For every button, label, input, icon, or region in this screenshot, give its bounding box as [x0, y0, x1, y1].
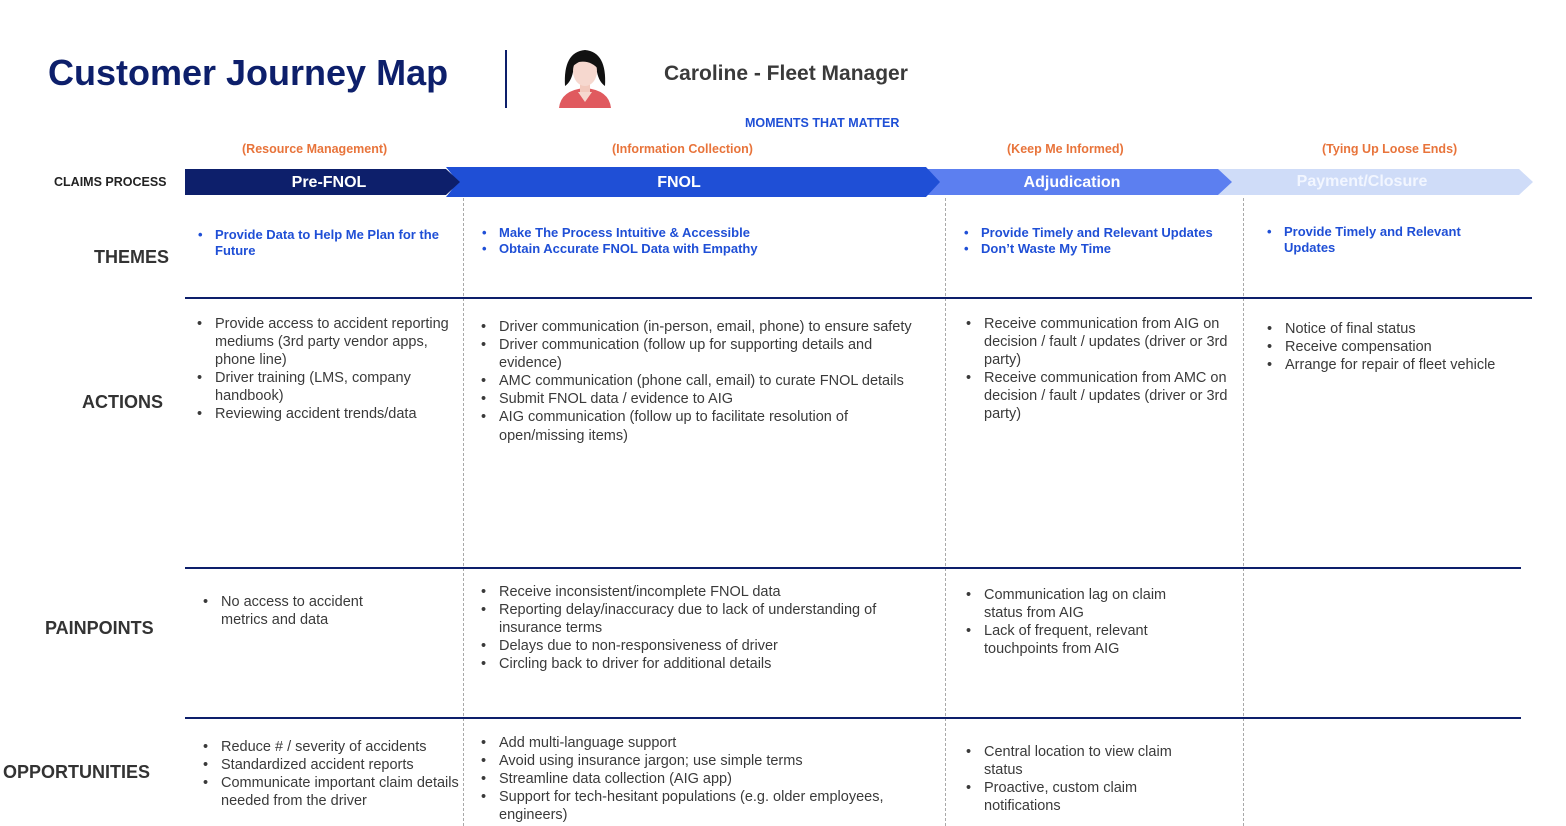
column-divider: [945, 198, 946, 826]
phase-label-adjudication: Adjudication: [1023, 174, 1121, 191]
actions-payment-list: [1260, 320, 1500, 374]
row-label-themes: THEMES: [94, 247, 170, 267]
list-item: • Reviewing accident trends/data: [190, 405, 455, 423]
list-item: • Central location to view claim status: [959, 743, 1189, 779]
themes-pre-fnol-list: [194, 227, 449, 259]
page-title: Customer Journey Map: [48, 52, 449, 93]
opportunities-adjudication-list: [959, 743, 1189, 815]
column-divider: [463, 198, 464, 826]
list-item: • Provide access to accident reporting mediums (3rd party vendor apps, phone line): [190, 315, 455, 369]
opportunities-fnol-list: [474, 734, 914, 824]
list-item: • Proactive, custom claim notifications: [959, 779, 1189, 815]
list-item: • Driver communication (follow up for supporting details and evidence): [474, 336, 914, 372]
row-divider: [185, 717, 1521, 719]
list-item: • Avoid using insurance jargon; use simple terms: [474, 752, 914, 770]
woman-avatar-icon: [555, 46, 615, 108]
list-item: • Receive communication from AIG on decision / fault / updates (driver or 3rd party): [959, 315, 1229, 369]
opportunities-pre-fnol-list: [196, 738, 476, 810]
list-item: • Delays due to non-responsiveness of driver: [474, 637, 924, 655]
moments-that-matter-label: MOMENTS THAT MATTER: [745, 116, 900, 130]
themes-adjudication-list: [960, 225, 1240, 257]
column-divider: [1243, 198, 1244, 826]
list-item: • Provide Data to Help Me Plan for the Future: [194, 227, 449, 259]
list-item: • Communication lag on claim status from AIG: [959, 586, 1189, 622]
painpoints-adjudication-list: [959, 586, 1189, 658]
phase-label-payment: Payment/Closure: [1296, 173, 1428, 190]
list-item: • Lack of frequent, relevant touchpoints from AIG: [959, 622, 1189, 658]
list-item: • Reporting delay/inaccuracy due to lack of understanding of insurance terms: [474, 601, 924, 637]
list-item: • AIG communication (follow up to facilitate resolution of open/missing items): [474, 408, 914, 444]
list-item: • Don’t Waste My Time: [960, 241, 1240, 257]
list-item: • Streamline data collection (AIG app): [474, 770, 914, 788]
themes-fnol-list: [478, 225, 918, 257]
painpoints-pre-fnol-list: [196, 593, 396, 629]
phase-label-pre-fnol: Pre-FNOL: [291, 174, 367, 191]
list-item: • Support for tech-hesitant populations (e.g. older employees, engineers): [474, 788, 914, 824]
painpoints-fnol-list: [474, 583, 924, 673]
claims-process-label: CLAIMS PROCESS: [54, 175, 167, 189]
moment-label-pre-fnol: (Resource Management): [242, 142, 388, 156]
list-item: • AMC communication (phone call, email) to curate FNOL details: [474, 372, 914, 390]
list-item: • Obtain Accurate FNOL Data with Empathy: [478, 241, 918, 257]
row-label-painpoints: PAINPOINTS: [45, 618, 154, 638]
actions-pre-fnol-list: [190, 315, 455, 424]
actions-adjudication-list: [959, 315, 1229, 424]
row-label-opportunities: OPPORTUNITIES: [3, 762, 151, 782]
list-item: • Provide Timely and Relevant Updates: [960, 225, 1240, 241]
list-item: • Standardized accident reports: [196, 756, 476, 774]
list-item: • Reduce # / severity of accidents: [196, 738, 476, 756]
actions-fnol-list: [474, 318, 914, 445]
list-item: • Provide Timely and Relevant Updates: [1263, 224, 1493, 256]
moment-label-payment: (Tying Up Loose Ends): [1322, 142, 1458, 156]
themes-payment-list: [1263, 224, 1493, 256]
list-item: • Receive compensation: [1260, 338, 1500, 356]
list-item: • Communicate important claim details needed from the driver: [196, 774, 476, 810]
row-label-actions: ACTIONS: [82, 392, 163, 412]
phase-label-fnol: FNOL: [657, 174, 701, 191]
moment-label-fnol: (Information Collection): [612, 142, 753, 156]
list-item: • Submit FNOL data / evidence to AIG: [474, 390, 914, 408]
row-divider: [185, 297, 1532, 299]
list-item: • Add multi-language support: [474, 734, 914, 752]
list-item: • Arrange for repair of fleet vehicle: [1260, 356, 1500, 374]
list-item: • No access to accident metrics and data: [196, 593, 396, 629]
list-item: • Notice of final status: [1260, 320, 1500, 338]
list-item: • Circling back to driver for additional details: [474, 655, 924, 673]
moment-label-adjudication: (Keep Me Informed): [1007, 142, 1124, 156]
list-item: • Receive inconsistent/incomplete FNOL data: [474, 583, 924, 601]
list-item: • Receive communication from AMC on decision / fault / updates (driver or 3rd party): [959, 369, 1229, 423]
title-divider: [505, 50, 507, 108]
persona-name: Caroline - Fleet Manager: [664, 62, 908, 85]
list-item: • Make The Process Intuitive & Accessible: [478, 225, 918, 241]
list-item: • Driver communication (in-person, email, phone) to ensure safety: [474, 318, 914, 336]
list-item: • Driver training (LMS, company handbook): [190, 369, 455, 405]
row-divider: [185, 567, 1521, 569]
